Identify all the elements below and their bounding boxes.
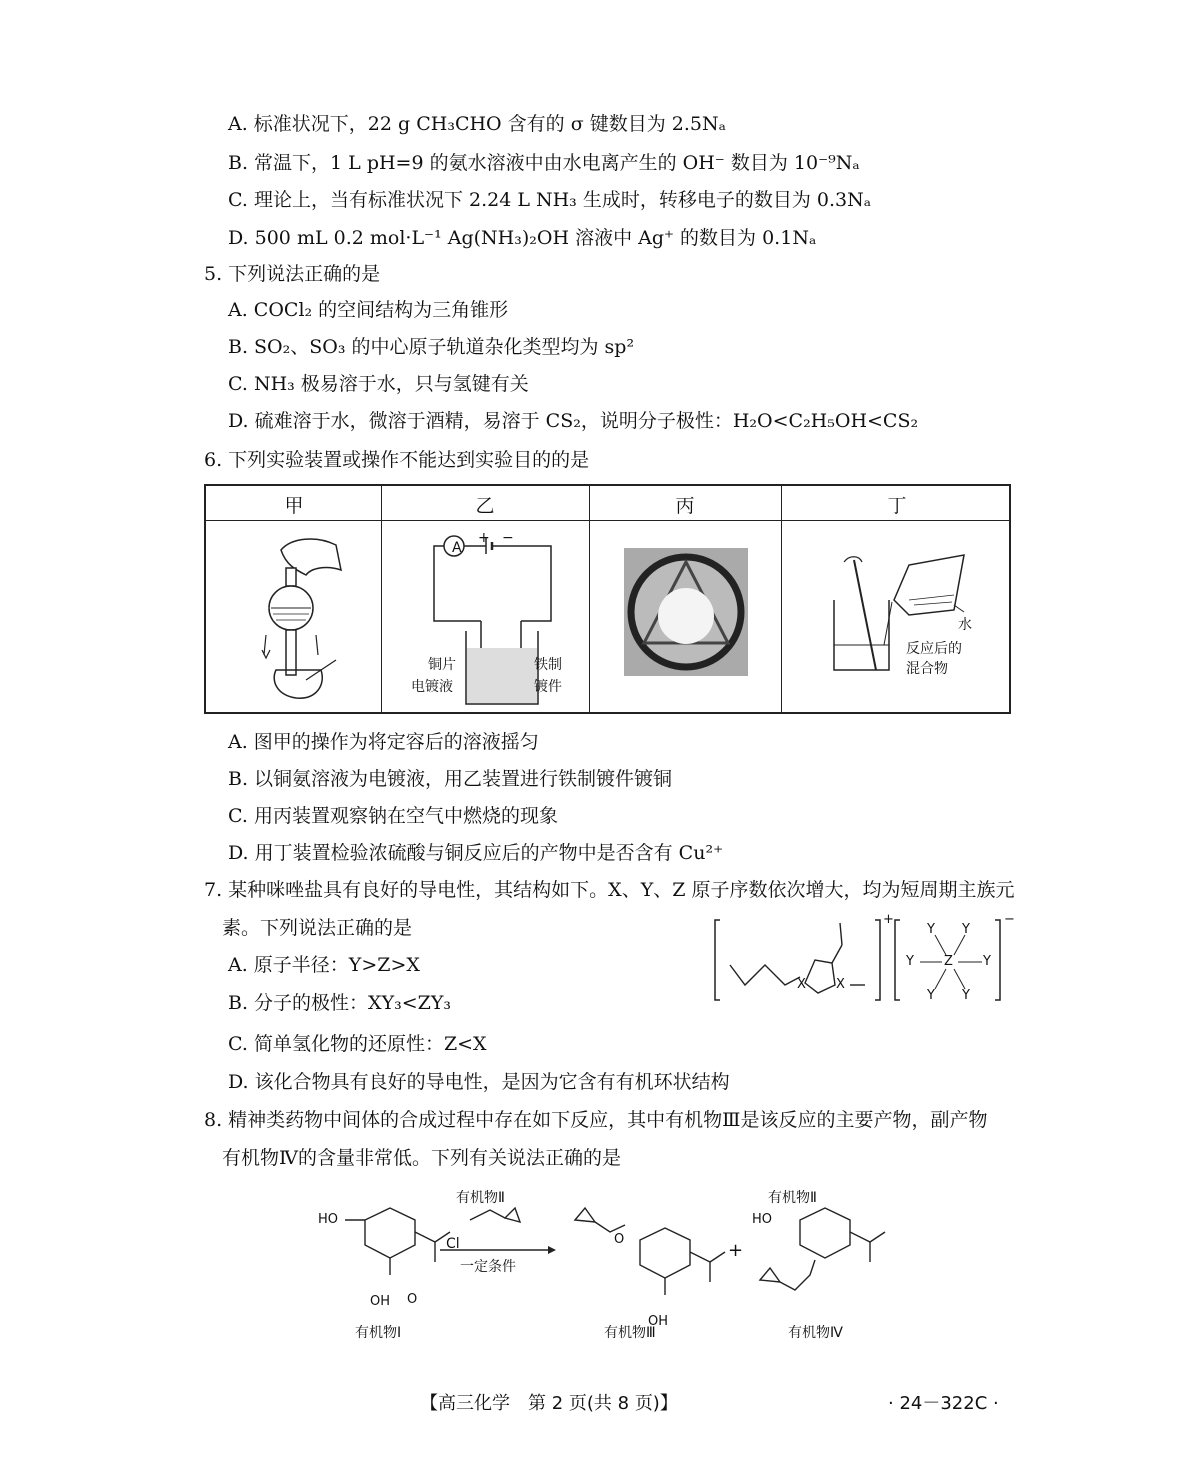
water-label: 水 (958, 617, 972, 633)
cl-label: Cl (446, 1236, 460, 1252)
q5-option-b: B. SO₂、SO₃ 的中心原子轨道杂化类型均为 sp² (228, 336, 635, 358)
q4-option-c: C. 理论上，当有标准状况下 2.24 L NH₃ 生成时，转移电子的数目为 0.3Nₐ (228, 189, 872, 211)
header-jia: 甲 (284, 495, 304, 517)
ether-o-3: O (614, 1232, 625, 1247)
q7-option-a: A. 原子半径：Y>Z>X (228, 954, 420, 976)
q7-stem-1: 7. 某种咪唑盐具有良好的导电性，其结构如下。X、Y、Z 原子序数依次增大，均为短周期主族元 (204, 879, 1015, 901)
plating-solution-label: 电镀液 (411, 679, 453, 695)
q7-option-b: B. 分子的极性：XY₃<ZY₃ (228, 992, 452, 1014)
experiment-table (204, 484, 1011, 714)
ammeter-label: A (452, 540, 462, 556)
oh-label-3: OH (648, 1314, 669, 1329)
oh-label-1: OH (370, 1294, 391, 1309)
q6-option-b: B. 以铜氨溶液为电镀液，用乙装置进行铁制镀件镀铜 (228, 768, 673, 790)
y-atom-left: Y (906, 954, 914, 969)
mixture-label-2: 混合物 (906, 661, 948, 677)
y-atom-tr: Y (962, 922, 970, 937)
iron-part-label-2: 镀件 (534, 679, 562, 695)
minus-label: − (502, 530, 514, 546)
q7-option-c: C. 简单氢化物的还原性：Z<X (228, 1033, 487, 1055)
q7-stem-2: 素。下列说法正确的是 (222, 917, 413, 939)
q5-stem: 5. 下列说法正确的是 (204, 263, 381, 285)
y-atom-tl: Y (927, 922, 935, 937)
z-atom: Z (944, 954, 953, 969)
mixture-label-1: 反应后的 (906, 641, 962, 657)
q5-option-c: C. NH₃ 极易溶于水，只与氢键有关 (228, 373, 529, 395)
exam-code: · 24－322C · (888, 1393, 999, 1414)
q6-option-a: A. 图甲的操作为将定容后的溶液摇匀 (228, 731, 539, 753)
q4-option-b: B. 常温下，1 L pH=9 的氨水溶液中由水电离产生的 OH⁻ 数目为 10⁻⁹Nₐ (228, 152, 860, 174)
plus-label: + (478, 530, 490, 546)
header-ding: 丁 (887, 495, 907, 517)
q5-option-d: D. 硫难溶于水，微溶于酒精，易溶于 CS₂，说明分子极性：H₂O<C₂H₅OH<CS₂ (228, 410, 919, 432)
x-atom-1: X (797, 977, 806, 992)
dilution-apparatus (814, 530, 984, 690)
q6-stem: 6. 下列实验装置或操作不能达到实验目的的是 (204, 449, 590, 471)
sodium-combustion-photo (624, 548, 748, 676)
x-atom-2: X (836, 977, 845, 992)
flask-shaking-illustration (246, 530, 346, 705)
y-atom-br: Y (962, 988, 970, 1003)
cation-charge: + (883, 912, 894, 927)
anion-charge: − (1004, 912, 1015, 927)
copper-label: 铜片 (428, 657, 456, 673)
ho-label-1: HO (318, 1212, 339, 1227)
q8-stem-1: 8. 精神类药物中间体的合成过程中存在如下反应，其中有机物Ⅲ是该反应的主要产物，副产物 (204, 1109, 988, 1131)
q5-option-a: A. COCl₂ 的空间结构为三角锥形 (228, 299, 509, 321)
compound-iv-name: 有机物Ⅳ (788, 1325, 843, 1341)
compound-iii-name: 有机物Ⅲ (604, 1325, 656, 1341)
iron-part-label-1: 铁制 (534, 657, 562, 673)
q4-option-d: D. 500 mL 0.2 mol·L⁻¹ Ag(NH₃)₂OH 溶液中 Ag⁺ 的数目为 0.1Nₐ (228, 227, 817, 249)
header-bing: 丙 (675, 495, 695, 517)
page-footer: 【高三化学 第 2 页(共 8 页)】 (420, 1393, 678, 1414)
ketone-o-1: O (407, 1292, 418, 1307)
q7-option-d: D. 该化合物具有良好的导电性，是因为它含有有机环状结构 (228, 1071, 730, 1093)
reagent-ii-label: 有机物Ⅱ (456, 1190, 505, 1206)
q6-option-c: C. 用丙装置观察钠在空气中燃烧的现象 (228, 805, 558, 827)
reagent-label: 有机物Ⅱ (768, 1190, 817, 1206)
y-atom-right: Y (983, 954, 991, 969)
ho-label-4: HO (752, 1212, 773, 1227)
header-yi: 乙 (475, 495, 495, 517)
plus-sign: + (728, 1240, 744, 1261)
y-atom-bl: Y (927, 988, 935, 1003)
compound-i-name: 有机物Ⅰ (355, 1325, 402, 1341)
condition-label: 一定条件 (460, 1259, 516, 1275)
q6-option-d: D. 用丁装置检验浓硫酸与铜反应后的产物中是否含有 Cu²⁺ (228, 842, 724, 864)
q8-stem-2: 有机物Ⅳ的含量非常低。下列有关说法正确的是 (222, 1147, 621, 1169)
q4-option-a: A. 标准状况下，22 g CH₃CHO 含有的 σ 键数目为 2.5Nₐ (228, 113, 726, 135)
